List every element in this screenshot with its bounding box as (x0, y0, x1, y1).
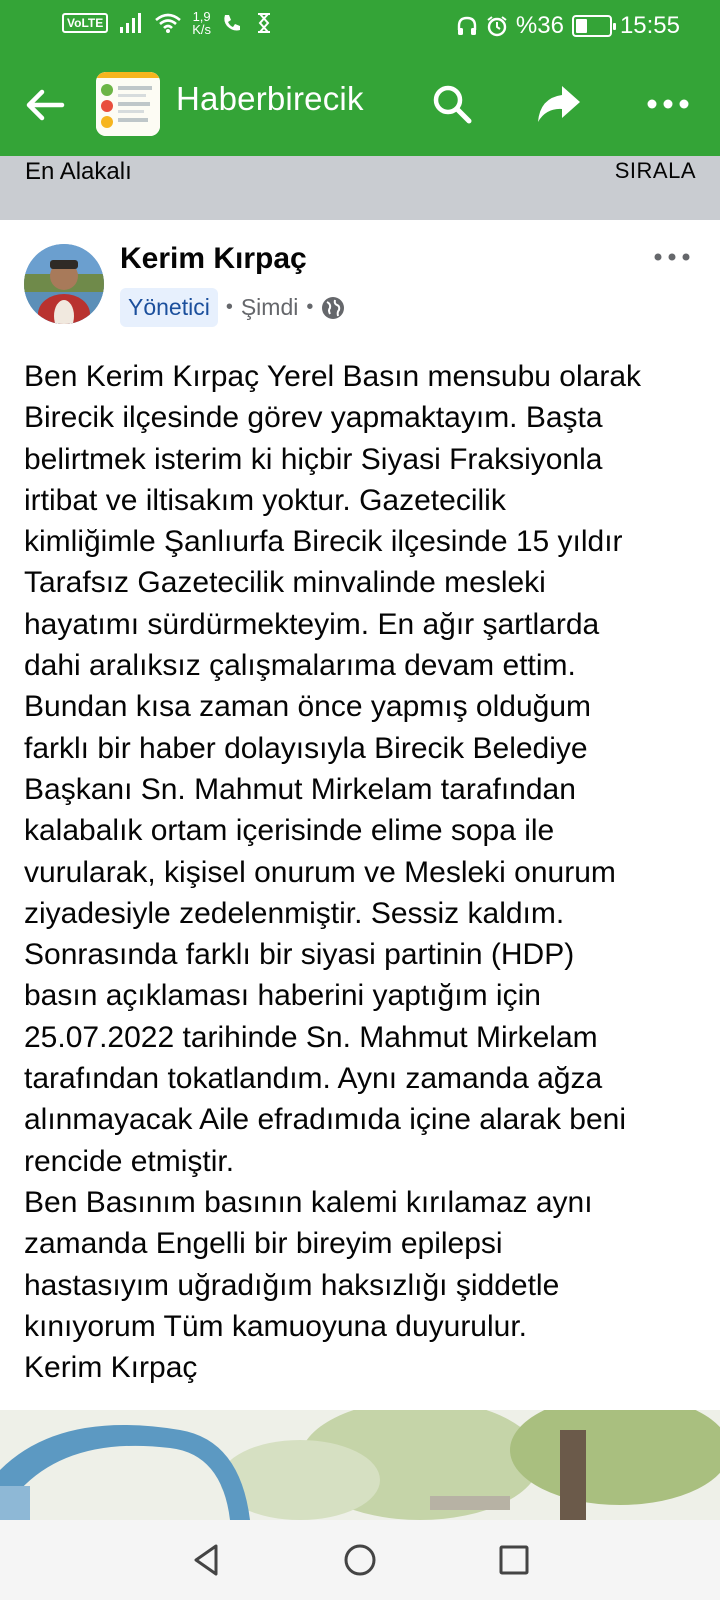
sort-button[interactable]: SIRALA (614, 158, 696, 183)
battery-percent: %36 (515, 12, 564, 39)
status-right (456, 12, 680, 40)
arrow-left-icon[interactable] (22, 82, 68, 128)
signal-icon (118, 13, 144, 33)
headphones-icon (456, 15, 478, 37)
system-nav-bar (0, 1520, 720, 1600)
wifi-icon (154, 12, 182, 34)
meta-separator: • (306, 296, 314, 318)
author-name[interactable]: Kerim Kırpaç (120, 242, 307, 275)
search-icon[interactable] (430, 82, 474, 126)
speed-value: 1,9 (192, 9, 211, 24)
post-body: Ben Kerim Kırpaç Yerel Basın mensubu olarak Birecik ilçesinde görev yapmaktayım. Başta belirtmek isterim ki hiçbir Siyasi Fraksiyonla irtibat ve iltisakım yoktur. Gazetecilik kimliğimle Şanlıurfa Birecik ilçesinde 15 yıldır Tarafsız Gazetecilik minvalinde mesleki hayatımı sürdürmekteyim. En ağır şartlarda dahi aralıksız çalışmalarıma devam ettim. Bundan kısa zaman önce yapmış olduğum farklı bir haber dolayısıyla Birecik Belediye Başkanı Sn. Mahmut Mirkelam tarafından kalabalık ortam içerisinde elime sopa ile vurularak, kişisel onurum ve Mesleki onurum ziyadesiyle zedelenmiştir. Sessiz kaldım. Sonrasında farklı bir siyasi partinin (HDP) basın açıklaması haberini yaptığım için 25.07.2022 tarihinde Sn. Mahmut Mirkelam tarafından tokatlandım. Aynı zamanda ağza alınmayacak Aile efradımıda içine alarak beni rencide etmiştir. Ben Basınım basının kalemi kırılamaz aynı zamanda Engelli bir bireyim epilepsi hastasıyım uğradığım haksızlığı şiddetle kınıyorum Tüm kamuoyuna duyurulur. Kerim Kırpaç (24, 360, 642, 1385)
more-horizontal-icon[interactable] (646, 92, 690, 116)
volte-indicator: VoLTE (62, 13, 108, 33)
nav-recent-icon[interactable] (494, 1540, 534, 1580)
nav-home-icon[interactable] (340, 1540, 380, 1580)
globe-icon (321, 296, 345, 320)
post-card (0, 220, 720, 1520)
post-time[interactable]: Şimdi (240, 294, 299, 320)
role-badge: Yönetici (120, 288, 218, 327)
post-meta (120, 288, 345, 327)
sort-label: En Alakalı (25, 158, 132, 185)
sort-bar (0, 156, 720, 220)
avatar-photo (24, 244, 104, 324)
more-options-icon[interactable] (652, 248, 692, 266)
group-logo-image (96, 72, 160, 136)
nav-back-icon[interactable] (186, 1540, 226, 1580)
status-bar (0, 0, 720, 54)
group-avatar[interactable] (96, 72, 160, 136)
post-photo-scene (0, 1410, 720, 1520)
battery-fill (576, 19, 587, 33)
clock: 15:55 (619, 12, 680, 39)
page-title: Haberbirecik (176, 80, 364, 117)
status-left (62, 10, 275, 36)
battery-icon (572, 15, 612, 37)
app-bar (0, 54, 720, 156)
alarm-icon (486, 15, 508, 37)
post-image[interactable] (0, 1410, 720, 1520)
hourglass-icon (253, 12, 275, 34)
network-speed (192, 10, 211, 36)
author-avatar[interactable] (24, 244, 104, 324)
share-icon[interactable] (534, 82, 582, 126)
meta-separator: • (225, 296, 233, 318)
phone-icon (221, 12, 243, 34)
speed-unit: K/s (192, 22, 212, 37)
